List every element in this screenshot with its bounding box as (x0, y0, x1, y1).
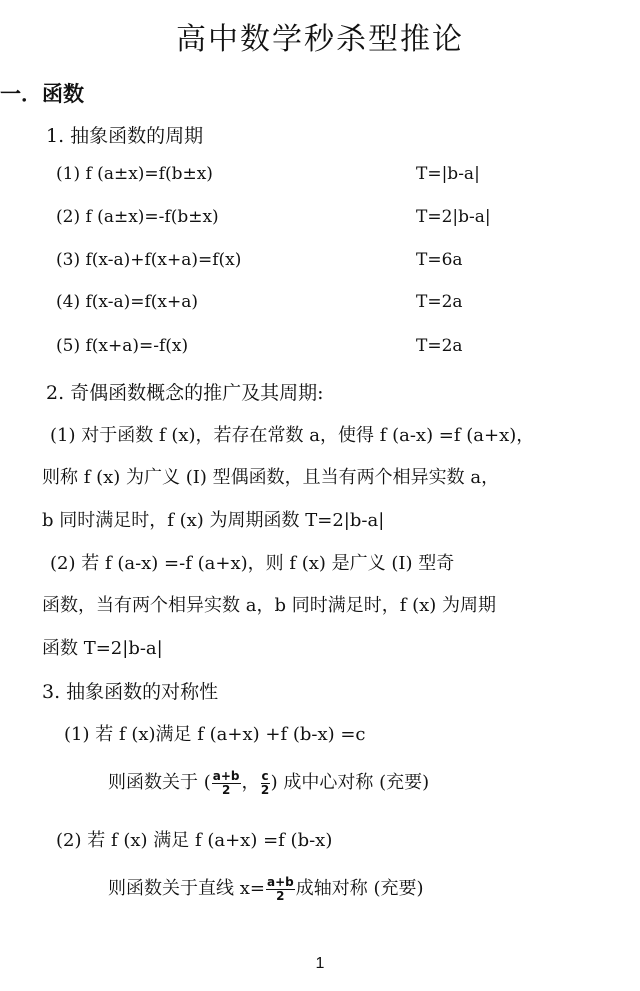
conclusion-1-comma: ， (241, 772, 260, 793)
period-value-1: T=|b-a| (416, 164, 480, 184)
page-title: 高中数学秒杀型推论 (176, 22, 464, 57)
formula-row-2: (2) f (a±x)=-f(b±x) (56, 207, 219, 227)
formula-row-5: (5) f(x+a)=-f(x) (56, 336, 189, 356)
symmetry-condition-2: (2) 若 f (x) 满足 f (a+x) =f (b-x) (56, 830, 333, 851)
formula-row-3: (3) f(x-a)+f(x+a)=f(x) (56, 250, 242, 270)
fraction-denominator: 2 (221, 782, 231, 797)
paragraph-even-line-3: b 同时满足时，f (x) 为周期函数 T=2|b-a| (42, 510, 385, 531)
subsection-heading-periodicity: 1. 抽象函数的周期 (46, 125, 204, 147)
fraction-numerator: c (261, 768, 269, 783)
fraction-c-over-2 (261, 770, 270, 797)
conclusion-2-prefix: 则函数关于直线 x= (108, 878, 265, 899)
fraction-denominator: 2 (276, 888, 285, 903)
conclusion-1-prefix: 则函数关于 ( (108, 772, 211, 793)
fraction-a-plus-b-over-2 (266, 876, 295, 903)
symmetry-conclusion-1 (108, 768, 429, 797)
paragraph-even-line-2: 则称 f (x) 为广义 (Ⅰ) 型偶函数，且当有两个相异实数 a， (42, 467, 500, 488)
fraction-denominator: 2 (260, 782, 270, 797)
period-value-2: T=2|b-a| (416, 207, 491, 227)
page-number: 1 (315, 955, 325, 972)
paragraph-odd-line-1: (2) 若 f (a-x) =-f (a+x)，则 f (x) 是广义 (Ⅰ) 型奇 (50, 553, 455, 574)
period-value-3: T=6a (416, 250, 463, 270)
fraction-a-plus-b-over-2 (212, 770, 241, 797)
formula-row-4: (4) f(x-a)=f(x+a) (56, 292, 198, 312)
symmetry-conclusion-2 (108, 874, 424, 903)
fraction-numerator: a+b (212, 768, 240, 783)
symmetry-condition-1: (1) 若 f (x)满足 f (a+x) +f (b-x) =c (64, 724, 366, 745)
fraction-numerator: a+b (266, 874, 294, 889)
paragraph-odd-line-3: 函数 T=2|b-a| (42, 638, 163, 659)
conclusion-1-suffix: ) 成中心对称 (充要) (270, 772, 430, 793)
section-heading-functions: 一．函数 (0, 81, 84, 106)
formula-row-1: (1) f (a±x)=f(b±x) (56, 164, 213, 184)
conclusion-2-suffix: 成轴对称 (充要) (295, 878, 424, 899)
period-value-5: T=2a (416, 336, 463, 356)
subsection-heading-parity: 2. 奇偶函数概念的推广及其周期: (46, 382, 324, 404)
subsection-heading-symmetry: 3. 抽象函数的对称性 (42, 681, 219, 703)
period-value-4: T=2a (416, 292, 463, 312)
paragraph-even-line-1: (1) 对于函数 f (x)，若存在常数 a，使得 f (a-x) =f (a+x)， (50, 425, 535, 446)
paragraph-odd-line-2: 函数，当有两个相异实数 a，b 同时满足时，f (x) 为周期 (42, 595, 496, 616)
